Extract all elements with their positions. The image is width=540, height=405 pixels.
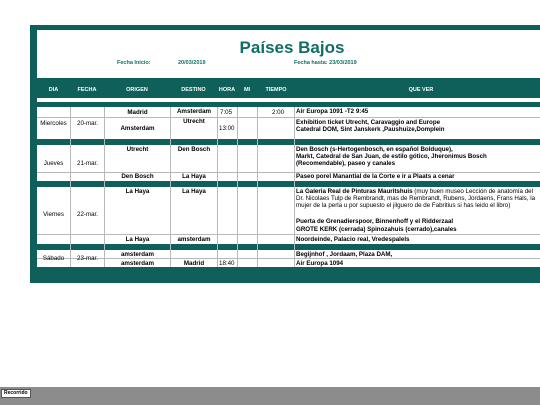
destino-cell: Amsterdam bbox=[176, 108, 212, 115]
col-fecha: FECHA bbox=[77, 87, 97, 93]
sheet-tab-bar bbox=[0, 387, 540, 405]
origen-cell: La Haya bbox=[125, 236, 150, 243]
que-ver-line: Paseo porel Manantial de la Corte e ir a Plaats a cenar bbox=[296, 173, 455, 180]
origen-cell: La Haya bbox=[125, 188, 150, 195]
que-ver-line: Noordeinde, Palacio real, Vredespalels bbox=[296, 236, 410, 243]
day-name: Miercoles bbox=[40, 120, 67, 127]
destino-cell: amsterdam bbox=[177, 236, 211, 243]
origen-cell: Utrecht bbox=[126, 146, 149, 153]
destino-cell: Utrecht bbox=[183, 118, 205, 125]
fecha-inicio-label: Fecha Inicio: bbox=[117, 60, 151, 66]
day-name: Jueves bbox=[43, 160, 64, 167]
row-divider bbox=[37, 234, 540, 235]
museum-name: La Galeria Real de Pinturas Mauritshuis bbox=[296, 188, 413, 195]
que-ver-line: Exhibition ticket Utrecht, Caravaggio and Europe bbox=[296, 119, 441, 126]
museum-description: (muy buen museo Lección de anatomía del Dr. Nicolaes Tulp de Rembrandt, mas de Rembrandt, Rubens, Jordaens, Frans Hals, la mujer de la perla u por supuesto el jilguero de de Fabritius si has leido el libro) bbox=[296, 188, 536, 210]
col-divider bbox=[257, 107, 258, 267]
col-mi: MI bbox=[243, 87, 251, 93]
col-que-ver: QUE VER bbox=[408, 87, 434, 93]
row-divider bbox=[37, 258, 540, 259]
row-divider bbox=[37, 117, 540, 118]
origen-cell: Den Bosch bbox=[121, 173, 154, 180]
que-ver-line: Den Bosch (s-Hertogenbosch, en español Bolduque), bbox=[296, 146, 453, 153]
col-tiempo: TIEMPO bbox=[265, 87, 287, 93]
col-hora: HORA bbox=[218, 87, 236, 93]
origen-cell: Madrid bbox=[127, 109, 148, 116]
origen-cell: amsterdam bbox=[120, 260, 155, 267]
que-ver-line: (Recomendable), paseo y canales bbox=[296, 160, 396, 167]
tiempo-cell: 2:00 bbox=[272, 109, 285, 116]
que-ver-line: Air Europa 1094 bbox=[296, 260, 344, 267]
recorrido-sheet-tab[interactable]: Recorrido bbox=[1, 389, 31, 398]
destino-cell: Den Bosch bbox=[177, 146, 211, 153]
que-ver-line: Begijnhof , Jordaam, Plaza DAM, bbox=[296, 251, 393, 258]
hora-cell: 13:00 bbox=[219, 125, 235, 132]
que-ver-line: Puerta de Grenadierspoor, Binnenhoff y el Ridderzaal bbox=[296, 218, 454, 225]
origen-cell: Amsterdam bbox=[120, 125, 155, 132]
que-ver-line: Markt, Catedral de San Juan, de estilo gótico, Jheronimus Bosch bbox=[296, 153, 487, 160]
page-title: Países Bajos bbox=[239, 38, 345, 57]
day-date: 22-mar. bbox=[77, 211, 98, 218]
header bbox=[37, 30, 540, 78]
que-ver-line: Air Europa 1091 -T2 9:45 bbox=[296, 108, 369, 115]
col-divider bbox=[217, 107, 218, 267]
col-divider bbox=[294, 107, 295, 267]
col-divider bbox=[237, 107, 238, 267]
spacer-row bbox=[37, 98, 540, 102]
hora-cell: 18:40 bbox=[219, 260, 235, 267]
column-header-row bbox=[37, 87, 540, 94]
day-name: Viernes bbox=[43, 211, 64, 218]
day-date: 23-mar. bbox=[77, 255, 98, 262]
col-divider bbox=[170, 107, 171, 267]
fecha-hasta: Fecha hasta: 23/03/2019 bbox=[294, 60, 357, 66]
col-divider bbox=[70, 107, 71, 267]
day-date: 21-mar. bbox=[77, 160, 98, 167]
col-dia: DIA bbox=[48, 87, 59, 93]
day-date: 20-mar. bbox=[77, 120, 98, 127]
destino-cell: Madrid bbox=[183, 260, 205, 267]
que-ver-paragraph bbox=[296, 188, 540, 218]
col-destino: DESTINO bbox=[181, 87, 206, 93]
que-ver-line: GROTE KERK (cerrada) Spinozahuis (cerrado),canales bbox=[296, 226, 457, 233]
destino-cell: La Haya bbox=[182, 188, 206, 195]
destino-cell: La Haya bbox=[182, 173, 206, 180]
fecha-inicio-value: 20/03/2019 bbox=[178, 60, 206, 66]
col-origen: ORIGEN bbox=[126, 87, 148, 93]
origen-cell: amsterdam bbox=[120, 251, 155, 258]
hora-cell: 7:05 bbox=[220, 109, 233, 116]
day-name: Sábado bbox=[42, 255, 65, 262]
que-ver-line: Catedral DOM, Sint Janskerk ,Paushuize,Domplein bbox=[296, 126, 445, 133]
